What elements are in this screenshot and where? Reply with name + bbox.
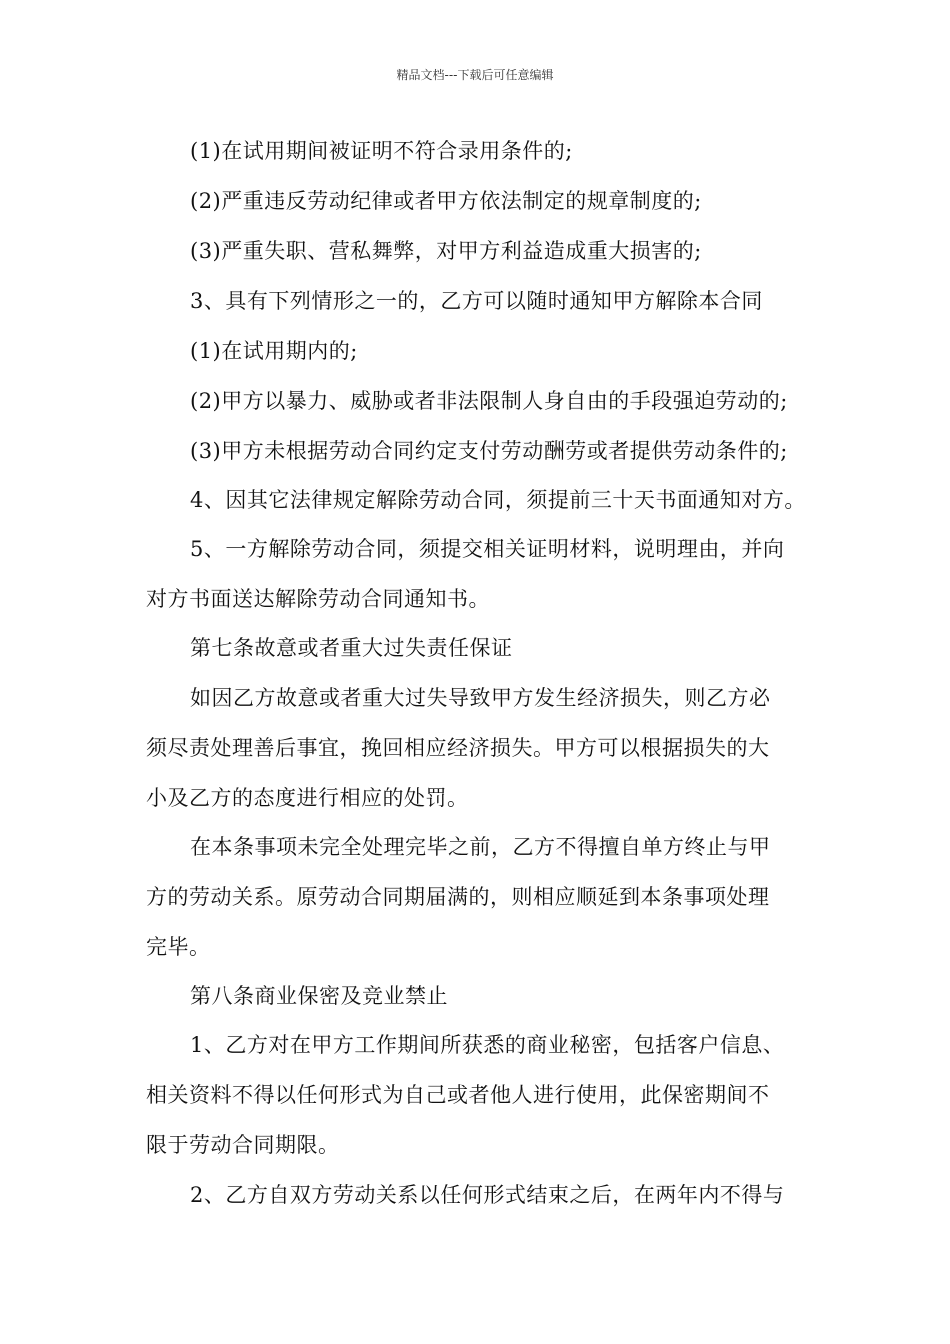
text-line: (1)在试用期间被证明不符合录用条件的; (190, 139, 573, 163)
text-line: 完毕。 (146, 935, 211, 959)
text-line: (2)严重违反劳动纪律或者甲方依法制定的规章制度的; (190, 189, 702, 213)
text-line: 5、一方解除劳动合同，须提交相关证明材料，说明理由，并向 (190, 537, 785, 561)
text-line: 在本条事项未完全处理完毕之前，乙方不得擅自单方终止与甲 (190, 835, 771, 859)
text-line: (1)在试用期内的; (190, 339, 358, 363)
text-line: (3)甲方未根据劳动合同约定支付劳动酬劳或者提供劳动条件的; (190, 439, 788, 463)
text-line: 限于劳动合同期限。 (146, 1133, 340, 1157)
text-line: 1、乙方对在甲方工作期间所获悉的商业秘密，包括客户信息、 (190, 1033, 785, 1057)
text-line: 如因乙方故意或者重大过失导致甲方发生经济损失，则乙方必 (190, 686, 771, 710)
text-line: 2、乙方自双方劳动关系以任何形式结束之后，在两年内不得与 (190, 1183, 785, 1207)
text-line: 相关资料不得以任何形式为自己或者他人进行使用，此保密期间不 (146, 1083, 770, 1107)
text-line: 对方书面送达解除劳动合同通知书。 (146, 587, 490, 611)
text-line: (2)甲方以暴力、威胁或者非法限制人身自由的手段强迫劳动的; (190, 389, 788, 413)
text-line: 3、具有下列情形之一的，乙方可以随时通知甲方解除本合同 (190, 289, 763, 313)
section-heading: 第七条故意或者重大过失责任保证 (190, 636, 513, 660)
text-line: 方的劳动关系。原劳动合同期届满的，则相应顺延到本条事项处理 (146, 885, 770, 909)
text-line: 小及乙方的态度进行相应的处罚。 (146, 786, 469, 810)
text-line: 4、因其它法律规定解除劳动合同，须提前三十天书面通知对方。 (190, 488, 806, 512)
text-line: 须尽责处理善后事宜，挽回相应经济损失。甲方可以根据损失的大 (146, 736, 770, 760)
section-heading: 第八条商业保密及竞业禁止 (190, 984, 448, 1008)
text-line: (3)严重失职、营私舞弊，对甲方利益造成重大损害的; (190, 239, 702, 263)
page-header: 精品文档---下载后可任意编辑 (396, 68, 554, 82)
